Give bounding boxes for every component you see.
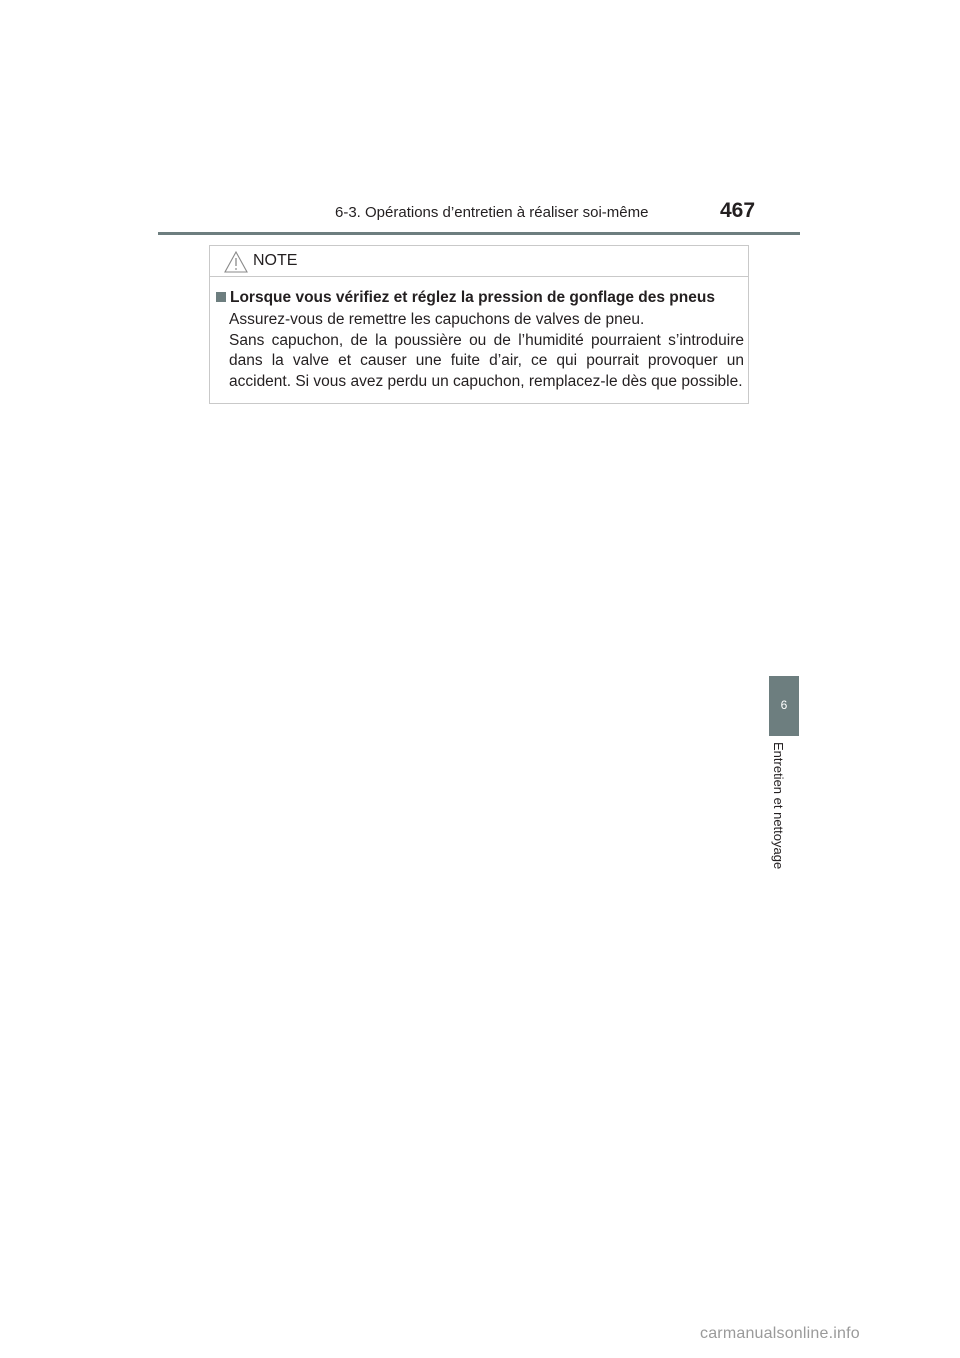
note-body xyxy=(229,310,744,392)
note-body-line: Sans capuchon, de la poussière ou de l’humidité pourraient s’introduire dans la valve et causer une fuite d’air, ce qui pourrait provoquer un accident. Si vous avez perdu un capuchon, remplacez-le dès que possible. xyxy=(229,331,744,390)
note-box xyxy=(209,245,749,404)
note-header xyxy=(210,246,748,277)
note-heading-text: Lorsque vous vérifiez et réglez la pression de gonflage des pneus xyxy=(230,289,715,306)
watermark: carmanualsonline.info xyxy=(700,1325,860,1342)
page-number: 467 xyxy=(720,199,756,222)
square-bullet-icon xyxy=(216,292,226,302)
note-body-line: Assurez-vous de remettre les capuchons de valves de pneu. xyxy=(229,311,645,328)
section-title: 6-3. Opérations d’entretien à réaliser soi-même xyxy=(335,204,649,221)
note-label: NOTE xyxy=(253,252,298,269)
chapter-title-tab xyxy=(771,742,797,887)
warning-triangle-icon xyxy=(224,251,248,273)
note-heading xyxy=(216,289,715,307)
chapter-title: Entretien et nettoyage xyxy=(771,742,786,870)
chapter-number-tab: 6 xyxy=(769,676,799,736)
header-divider xyxy=(158,232,800,235)
